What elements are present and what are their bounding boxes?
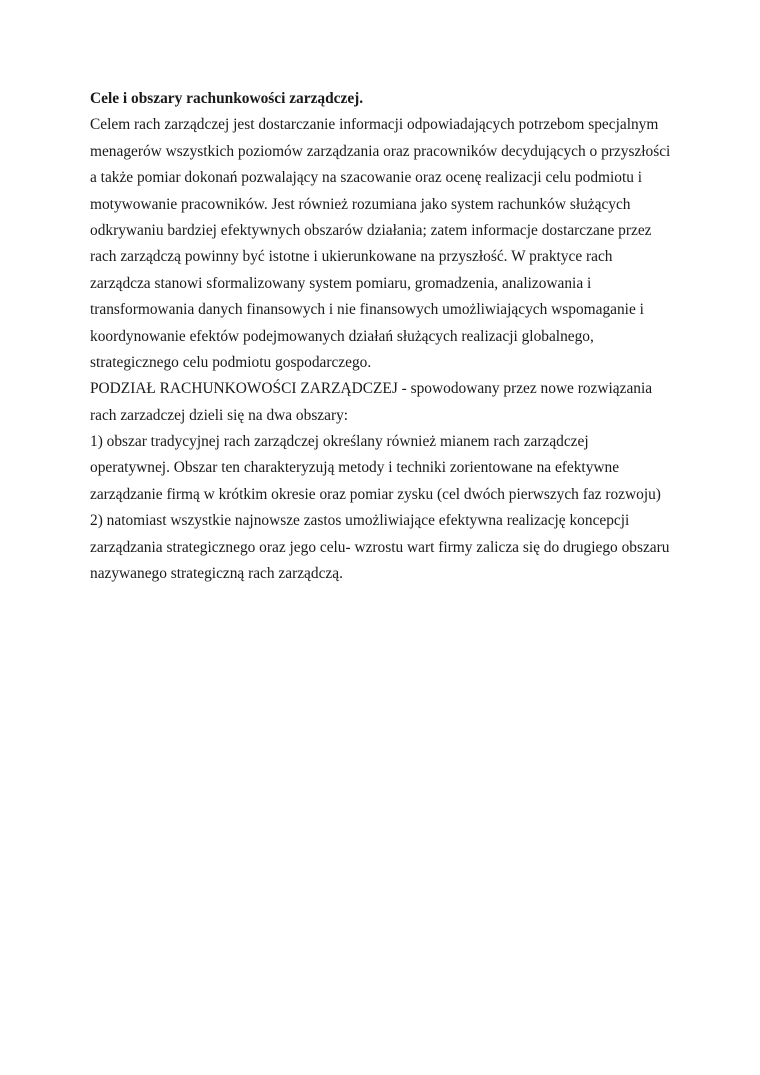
text-line: nazywanego strategiczną rach zarządczą. [90,565,343,583]
text-line: koordynowanie efektów podejmowanych działań służących realizacji globalnego, [90,327,594,345]
text-line: menagerów wszystkich poziomów zarządzania oraz pracowników decydujących o przyszłości [90,142,671,160]
document-title: Cele i obszary rachunkowości zarządczej. [90,90,364,107]
text-line: Celem rach zarządczej jest dostarczanie informacji odpowiadających potrzebom specjalnym [90,116,659,134]
text-line: strategicznego celu podmiotu gospodarczego. [90,353,372,371]
text-line: operatywnej. Obszar ten charakteryzują metody i techniki zorientowane na efektywne [90,459,620,477]
text-line: zarządzanie firmą w krótkim okresie oraz pomiar zysku (cel dwóch pierwszych faz rozwoju) [90,485,661,503]
list-item-line: 1) obszar tradycyjnej rach zarządczej określany również mianem rach zarządczej [90,433,589,451]
text-line: rach zarządczą powinny być istotne i ukierunkowane na przyszłość. W praktyce rach [90,248,613,266]
text-line: a także pomiar dokonań pozwalający na szacowanie oraz ocenę realizacji celu podmiotu i [90,169,643,187]
text-line: zarządzania strategicznego oraz jego celu- wzrostu wart firmy zalicza się do drugiego obszaru [90,538,670,556]
text-line: rach zarzadczej dzieli się na dwa obszary: [90,406,349,424]
text-line: transformowania danych finansowych i nie finansowych umożliwiających wspomaganie i [90,301,644,319]
text-line: motywowanie pracowników. Jest również rozumiana jako system rachunków służących [90,195,631,213]
section-heading-line: PODZIAŁ RACHUNKOWOŚCI ZARZĄDCZEJ - spowodowany przez nowe rozwiązania [90,380,653,398]
text-line: zarządcza stanowi sformalizowany system pomiaru, gromadzenia, analizowania i [90,274,592,292]
list-item-line: 2) natomiast wszystkie najnowsze zastos umożliwiające efektywna realizację koncepcji [90,512,630,530]
document-body [90,86,700,587]
text-line: odkrywaniu bardziej efektywnych obszarów działania; zatem informacje dostarczane przez [90,221,652,239]
